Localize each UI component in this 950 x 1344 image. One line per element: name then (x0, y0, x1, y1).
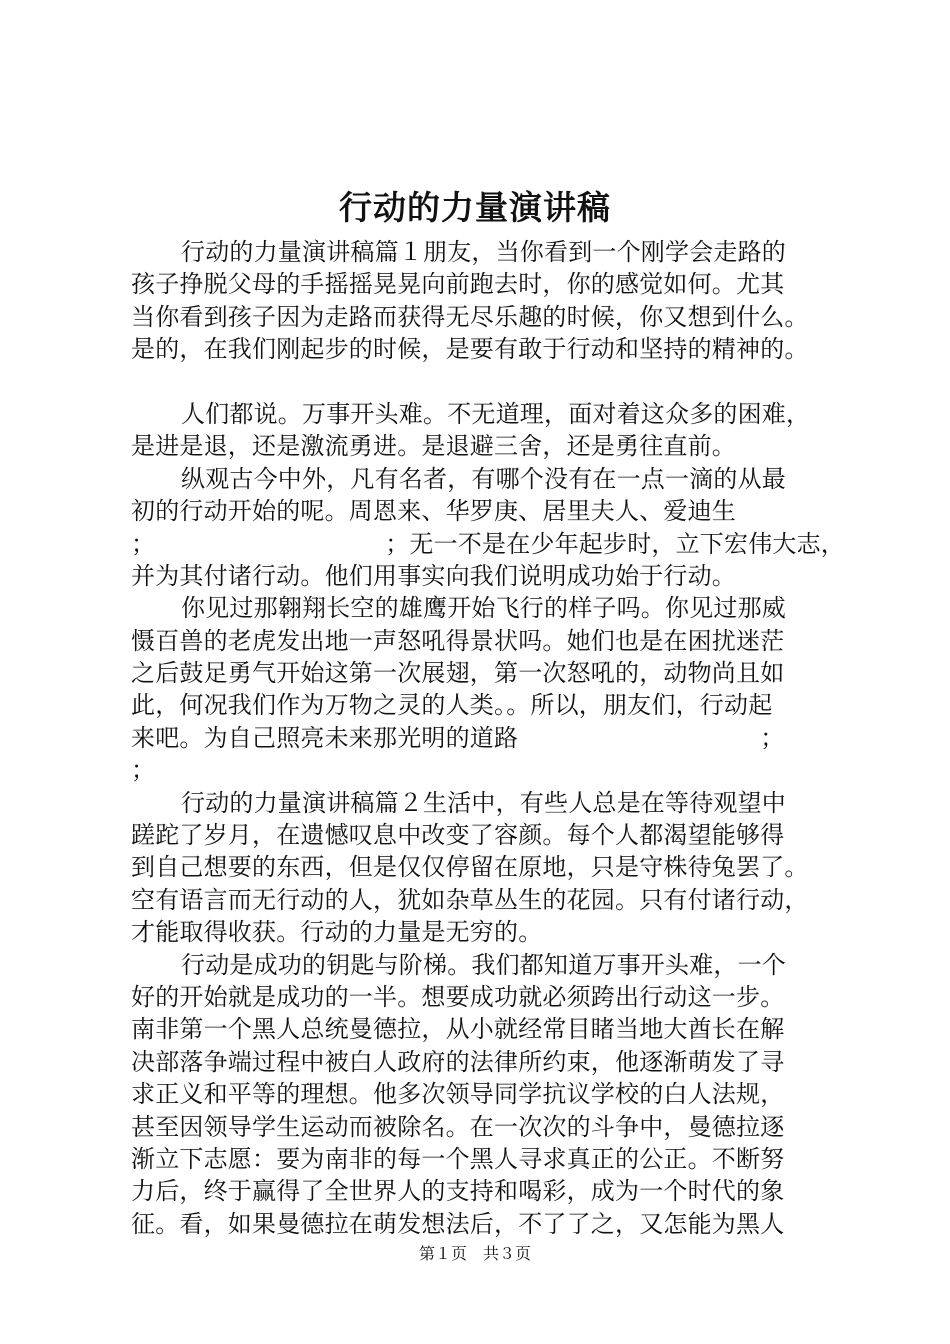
text-line: 慑百兽的老虎发出地一声怒吼得景状吗。她们也是在困扰迷茫 (131, 626, 785, 655)
text-line: 人们都说。万事开头难。不无道理，面对着这众多的困难， (181, 399, 811, 428)
page-title: 行动的力量演讲稿 (339, 188, 611, 227)
text-line: 好的开始就是成功的一半。想要成功就必须跨出行动这一步。 (131, 982, 785, 1011)
text-line: 是进是退，还是激流勇进。是退避三舍，还是勇往直前。 (131, 432, 736, 461)
text-line: 并为其付诸行动。他们用事实向我们说明成功始于行动。 (131, 561, 736, 590)
paragraph-gap (131, 366, 851, 398)
text-line: 你见过那翱翔长空的雄鹰开始飞行的样子吗。你见过那威 (181, 594, 786, 623)
text-line: 行动的力量演讲稿篇２生活中，有些人总是在等待观望中 (181, 788, 786, 817)
text-line: 来吧。为自己照亮未来那光明的道路 ； (131, 723, 785, 752)
text-line: 才能取得收获。行动的力量是无穷的。 (131, 918, 543, 947)
body-text (131, 236, 851, 1240)
text-line: 蹉跎了岁月，在遗憾叹息中改变了容颜。每个人都渴望能够得 (131, 821, 785, 850)
text-line: 南非第一个黑人总统曼德拉，从小就经常目睹当地大酋长在解 (131, 1015, 785, 1044)
text-line: 是的，在我们刚起步的时候，是要有敢于行动和坚持的精神的。 (131, 335, 809, 364)
text-line: 行动的力量演讲稿篇１朋友，当你看到一个刚学会走路的 (181, 238, 786, 266)
page-footer: 第１页 共３页 (418, 1244, 531, 1263)
text-line: 甚至因领导学生运动而被除名。在一次次的斗争中，曼德拉逐 (131, 1112, 785, 1141)
text-line: 空有语言而无行动的人，犹如杂草丛生的花园。只有付诸行动， (131, 885, 809, 914)
text-line: 求正义和平等的理想。他多次领导同学抗议学校的白人法规， (131, 1080, 785, 1109)
text-line: ； (131, 756, 156, 785)
text-line: 此，何况我们作为万物之灵的人类。。所以，朋友们，行动起 (131, 691, 773, 720)
text-line: 初的行动开始的呢。周恩来、华罗庚、居里夫人、爱迪生 (131, 497, 736, 526)
text-line: 征。看，如果曼德拉在萌发想法后，不了了之，又怎能为黑人 (131, 1209, 785, 1238)
text-line: 孩子挣脱父母的手摇摇晃晃向前跑去时，你的感觉如何。尤其 (131, 270, 785, 299)
text-line: 渐立下志愿：要为南非的每一个黑人寻求真正的公正。不断努 (131, 1144, 785, 1173)
text-line: 纵观古今中外，凡有名者，有哪个没有在一点一滴的从最 (181, 464, 786, 493)
text-line: 到自己想要的东西，但是仅仅停留在原地，只是守株待兔罢了。 (131, 853, 809, 882)
text-line: 之后鼓足勇气开始这第一次展翅，第一次怒吼的，动物尚且如 (131, 659, 785, 688)
text-line: 当你看到孩子因为走路而获得无尽乐趣的时候，你又想到什么。 (131, 302, 809, 331)
text-line: ； ；无一不是在少年起步时，立下宏伟大志， (131, 529, 845, 558)
text-line: 力后，终于赢得了全世界人的支持和喝彩，成为一个时代的象 (131, 1177, 785, 1206)
text-line: 决部落争端过程中被白人政府的法律所约束，他逐渐萌发了寻 (131, 1047, 785, 1076)
text-line: 行动是成功的钥匙与阶梯。我们都知道万事开头难，一个 (181, 950, 786, 979)
